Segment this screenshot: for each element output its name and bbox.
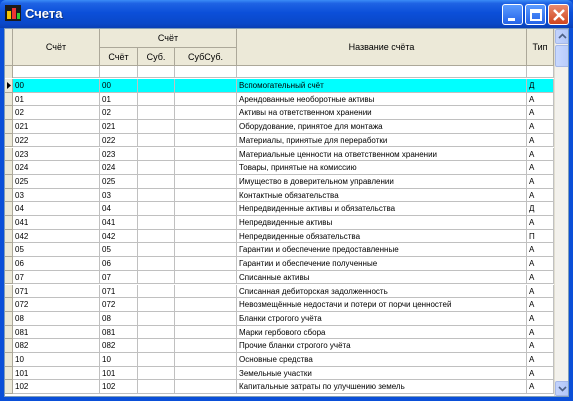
cell-sub[interactable] — [138, 312, 175, 326]
cell-sub[interactable] — [138, 93, 175, 107]
current-row-arrow-icon — [5, 79, 13, 92]
cell-sub[interactable] — [138, 202, 175, 216]
cell-subsub[interactable] — [175, 326, 237, 340]
cell-name[interactable]: Списанные активы — [237, 271, 527, 285]
cell-type[interactable]: П — [527, 230, 554, 244]
table-row[interactable] — [5, 339, 554, 353]
cell-sub[interactable] — [138, 271, 175, 285]
row-indicator[interactable] — [5, 257, 13, 271]
row-indicator[interactable] — [5, 230, 13, 244]
cell-sub-account[interactable]: 01 — [100, 93, 138, 107]
cell-sub[interactable] — [138, 189, 175, 203]
table-row[interactable] — [5, 202, 554, 216]
cell-name[interactable]: Невозмещённые недостачи и потери от порчи ценностей — [237, 298, 527, 312]
cell-account[interactable]: 021 — [13, 120, 100, 134]
table-row[interactable] — [5, 312, 554, 326]
cell-sub-account[interactable]: 042 — [100, 230, 138, 244]
row-indicator[interactable] — [5, 148, 13, 162]
row-indicator[interactable] — [5, 202, 13, 216]
row-indicator[interactable] — [5, 93, 13, 107]
cell-account[interactable]: 025 — [13, 175, 100, 189]
cell-sub-account[interactable]: 023 — [100, 148, 138, 162]
row-indicator[interactable] — [5, 298, 13, 312]
row-indicator[interactable] — [5, 367, 13, 381]
cell-account[interactable]: 04 — [13, 202, 100, 216]
cell-type[interactable]: А — [527, 312, 554, 326]
cell-type[interactable]: Д — [527, 202, 554, 216]
cell-name[interactable]: Непредвиденные активы — [237, 216, 527, 230]
cell-account[interactable]: 03 — [13, 189, 100, 203]
cell-type[interactable]: А — [527, 148, 554, 162]
cell-sub-account[interactable]: 024 — [100, 161, 138, 175]
cell-sub[interactable] — [138, 120, 175, 134]
cell-sub-account[interactable]: 08 — [100, 312, 138, 326]
cell-sub-account[interactable]: 082 — [100, 339, 138, 353]
row-indicator[interactable] — [5, 312, 13, 326]
row-indicator[interactable] — [5, 189, 13, 203]
cell-sub-account[interactable]: 03 — [100, 189, 138, 203]
accounts-grid[interactable] — [5, 29, 554, 396]
cell-sub[interactable] — [138, 285, 175, 299]
cell-sub-account[interactable]: 06 — [100, 257, 138, 271]
row-indicator[interactable] — [5, 216, 13, 230]
cell-name[interactable]: Материальные ценности на ответственном хранении — [237, 148, 527, 162]
vertical-scrollbar[interactable] — [554, 29, 569, 396]
cell-sub[interactable] — [138, 79, 175, 93]
cell-name[interactable]: Непредвиденные активы и обязательства — [237, 202, 527, 216]
cell-account[interactable]: 05 — [13, 243, 100, 257]
table-row[interactable] — [5, 79, 554, 93]
cell-sub-account[interactable]: 072 — [100, 298, 138, 312]
row-indicator[interactable] — [5, 285, 13, 299]
cell-subsub[interactable] — [175, 161, 237, 175]
cell-type[interactable]: Д — [527, 79, 554, 93]
header-corner — [5, 29, 13, 66]
cell-subsub[interactable] — [175, 380, 237, 394]
cell-name[interactable]: Капитальные затраты по улучшению земель — [237, 380, 527, 394]
filter-row[interactable] — [5, 66, 554, 78]
cell-type[interactable]: А — [527, 216, 554, 230]
cell-account[interactable]: 042 — [13, 230, 100, 244]
cell-sub[interactable] — [138, 367, 175, 381]
arrow-down-icon — [556, 382, 569, 395]
cell-name[interactable]: Земельные участки — [237, 367, 527, 381]
cell-type[interactable]: А — [527, 243, 554, 257]
cell-type[interactable]: А — [527, 106, 554, 120]
cell-name[interactable]: Прочие бланки строгого учёта — [237, 339, 527, 353]
table-row[interactable] — [5, 380, 554, 394]
cell-name[interactable]: Активы на ответственном хранении — [237, 106, 527, 120]
cell-account[interactable]: 023 — [13, 148, 100, 162]
cell-subsub[interactable] — [175, 339, 237, 353]
row-indicator[interactable] — [5, 161, 13, 175]
row-indicator[interactable] — [5, 271, 13, 285]
window-title: Счета — [25, 6, 63, 21]
accounts-grid-panel — [4, 28, 569, 397]
close-icon — [549, 5, 570, 26]
cell-name[interactable]: Контактные обязательства — [237, 189, 527, 203]
row-indicator[interactable] — [5, 326, 13, 340]
arrow-up-icon — [556, 30, 569, 43]
cell-sub[interactable] — [138, 134, 175, 148]
cell-type[interactable]: А — [527, 298, 554, 312]
cell-type[interactable]: А — [527, 285, 554, 299]
cell-account[interactable]: 041 — [13, 216, 100, 230]
table-row[interactable] — [5, 106, 554, 120]
cell-type[interactable]: А — [527, 134, 554, 148]
cell-type[interactable]: А — [527, 161, 554, 175]
cell-type[interactable]: А — [527, 367, 554, 381]
cell-account[interactable]: 082 — [13, 339, 100, 353]
header-sub[interactable]: Суб. — [138, 48, 175, 66]
cell-account[interactable]: 102 — [13, 380, 100, 394]
maximize-icon — [526, 5, 547, 26]
cell-subsub[interactable] — [175, 106, 237, 120]
cell-name[interactable]: Непредвиденные обязательства — [237, 230, 527, 244]
table-row[interactable] — [5, 285, 554, 299]
cell-subsub[interactable] — [175, 353, 237, 367]
cell-account[interactable]: 07 — [13, 271, 100, 285]
cell-sub-account[interactable]: 071 — [100, 285, 138, 299]
maximize-button[interactable] — [525, 4, 546, 25]
table-row[interactable] — [5, 243, 554, 257]
cell-sub[interactable] — [138, 230, 175, 244]
table-row[interactable] — [5, 189, 554, 203]
cell-sub[interactable] — [138, 380, 175, 394]
cell-name[interactable]: Марки гербового сбора — [237, 326, 527, 340]
cell-sub-account[interactable]: 02 — [100, 106, 138, 120]
cell-subsub[interactable] — [175, 189, 237, 203]
cell-account[interactable]: 101 — [13, 367, 100, 381]
row-indicator[interactable] — [5, 243, 13, 257]
cell-account[interactable]: 071 — [13, 285, 100, 299]
cell-sub-account[interactable]: 081 — [100, 326, 138, 340]
cell-subsub[interactable] — [175, 120, 237, 134]
cell-subsub[interactable] — [175, 257, 237, 271]
cell-subsub[interactable] — [175, 93, 237, 107]
cell-subsub[interactable] — [175, 298, 237, 312]
table-row[interactable] — [5, 230, 554, 244]
cell-sub-account[interactable]: 07 — [100, 271, 138, 285]
cell-subsub[interactable] — [175, 367, 237, 381]
table-row[interactable] — [5, 148, 554, 162]
cell-sub-account[interactable]: 101 — [100, 367, 138, 381]
cell-account[interactable]: 06 — [13, 257, 100, 271]
cell-sub-account[interactable]: 04 — [100, 202, 138, 216]
cell-sub[interactable] — [138, 161, 175, 175]
header-account-group: Счёт — [100, 29, 237, 48]
minimize-icon — [503, 5, 524, 26]
cell-name[interactable]: Материалы, принятые для переработки — [237, 134, 527, 148]
cell-account[interactable]: 024 — [13, 161, 100, 175]
cell-sub-account[interactable]: 021 — [100, 120, 138, 134]
cell-subsub[interactable] — [175, 148, 237, 162]
cell-subsub[interactable] — [175, 285, 237, 299]
cell-account[interactable]: 01 — [13, 93, 100, 107]
cell-account[interactable]: 02 — [13, 106, 100, 120]
cell-name[interactable]: Вспомогательный счёт — [237, 79, 527, 93]
close-button[interactable] — [548, 4, 569, 25]
cell-sub-account[interactable]: 05 — [100, 243, 138, 257]
cell-subsub[interactable] — [175, 79, 237, 93]
cell-sub[interactable] — [138, 243, 175, 257]
row-indicator[interactable] — [5, 353, 13, 367]
scroll-up-button[interactable] — [555, 29, 569, 44]
table-row[interactable] — [5, 257, 554, 271]
cell-sub[interactable] — [138, 257, 175, 271]
cell-subsub[interactable] — [175, 216, 237, 230]
cell-sub-account[interactable]: 041 — [100, 216, 138, 230]
cell-type[interactable]: А — [527, 189, 554, 203]
cell-subsub[interactable] — [175, 312, 237, 326]
row-indicator[interactable] — [5, 175, 13, 189]
row-indicator[interactable] — [5, 120, 13, 134]
table-row[interactable] — [5, 298, 554, 312]
cell-subsub[interactable] — [175, 134, 237, 148]
cell-type[interactable]: А — [527, 339, 554, 353]
cell-sub[interactable] — [138, 106, 175, 120]
app-icon — [5, 5, 21, 21]
cell-sub[interactable] — [138, 175, 175, 189]
cell-type[interactable]: А — [527, 175, 554, 189]
row-indicator[interactable] — [5, 134, 13, 148]
table-row[interactable] — [5, 120, 554, 134]
cell-sub-account[interactable]: 022 — [100, 134, 138, 148]
cell-sub-account[interactable]: 00 — [100, 79, 138, 93]
cell-type[interactable]: А — [527, 93, 554, 107]
cell-type[interactable]: А — [527, 380, 554, 394]
header-name[interactable]: Название счёта — [237, 29, 527, 66]
cell-subsub[interactable] — [175, 271, 237, 285]
header-type[interactable]: Тип — [527, 29, 554, 66]
cell-sub[interactable] — [138, 339, 175, 353]
row-indicator[interactable] — [5, 339, 13, 353]
cell-name[interactable]: Имущество в доверительном управлении — [237, 175, 527, 189]
header-subsub[interactable]: СубСуб. — [175, 48, 237, 66]
table-row[interactable] — [5, 326, 554, 340]
table-row[interactable] — [5, 161, 554, 175]
cell-subsub[interactable] — [175, 230, 237, 244]
header-sub-account[interactable]: Счёт — [100, 48, 138, 66]
cell-name[interactable]: Гарантии и обеспечение полученные — [237, 257, 527, 271]
cell-account[interactable]: 081 — [13, 326, 100, 340]
cell-sub-account[interactable]: 10 — [100, 353, 138, 367]
cell-sub[interactable] — [138, 216, 175, 230]
cell-type[interactable]: А — [527, 120, 554, 134]
cell-sub[interactable] — [138, 326, 175, 340]
header-account[interactable]: Счёт — [13, 29, 100, 66]
cell-subsub[interactable] — [175, 202, 237, 216]
table-row[interactable] — [5, 175, 554, 189]
minimize-button[interactable] — [502, 4, 523, 25]
cell-account[interactable]: 072 — [13, 298, 100, 312]
table-row[interactable] — [5, 367, 554, 381]
row-indicator[interactable] — [5, 79, 13, 93]
cell-sub-account[interactable]: 102 — [100, 380, 138, 394]
scroll-thumb[interactable] — [555, 45, 569, 67]
cell-name[interactable]: Бланки строгого учёта — [237, 312, 527, 326]
cell-name[interactable]: Оборудование, принятое для монтажа — [237, 120, 527, 134]
cell-name[interactable]: Товары, принятые на комиссию — [237, 161, 527, 175]
cell-type[interactable]: А — [527, 271, 554, 285]
table-row[interactable] — [5, 271, 554, 285]
cell-type[interactable]: А — [527, 257, 554, 271]
title-bar[interactable] — [0, 0, 573, 28]
cell-account[interactable]: 00 — [13, 79, 100, 93]
cell-subsub[interactable] — [175, 175, 237, 189]
table-row[interactable] — [5, 216, 554, 230]
cell-account[interactable]: 022 — [13, 134, 100, 148]
cell-sub[interactable] — [138, 353, 175, 367]
cell-name[interactable]: Основные средства — [237, 353, 527, 367]
cell-sub-account[interactable]: 025 — [100, 175, 138, 189]
cell-account[interactable]: 08 — [13, 312, 100, 326]
cell-sub[interactable] — [138, 148, 175, 162]
cell-account[interactable]: 10 — [13, 353, 100, 367]
row-indicator[interactable] — [5, 380, 13, 394]
table-row[interactable] — [5, 353, 554, 367]
table-row[interactable] — [5, 93, 554, 107]
cell-name[interactable]: Гарантии и обеспечение предоставленные — [237, 243, 527, 257]
table-row[interactable] — [5, 134, 554, 148]
cell-type[interactable]: А — [527, 326, 554, 340]
cell-subsub[interactable] — [175, 243, 237, 257]
cell-name[interactable]: Арендованные необоротные активы — [237, 93, 527, 107]
cell-type[interactable]: А — [527, 353, 554, 367]
cell-name[interactable]: Списанная дебиторская задолженность — [237, 285, 527, 299]
row-indicator[interactable] — [5, 106, 13, 120]
scroll-down-button[interactable] — [555, 381, 569, 396]
cell-sub[interactable] — [138, 298, 175, 312]
